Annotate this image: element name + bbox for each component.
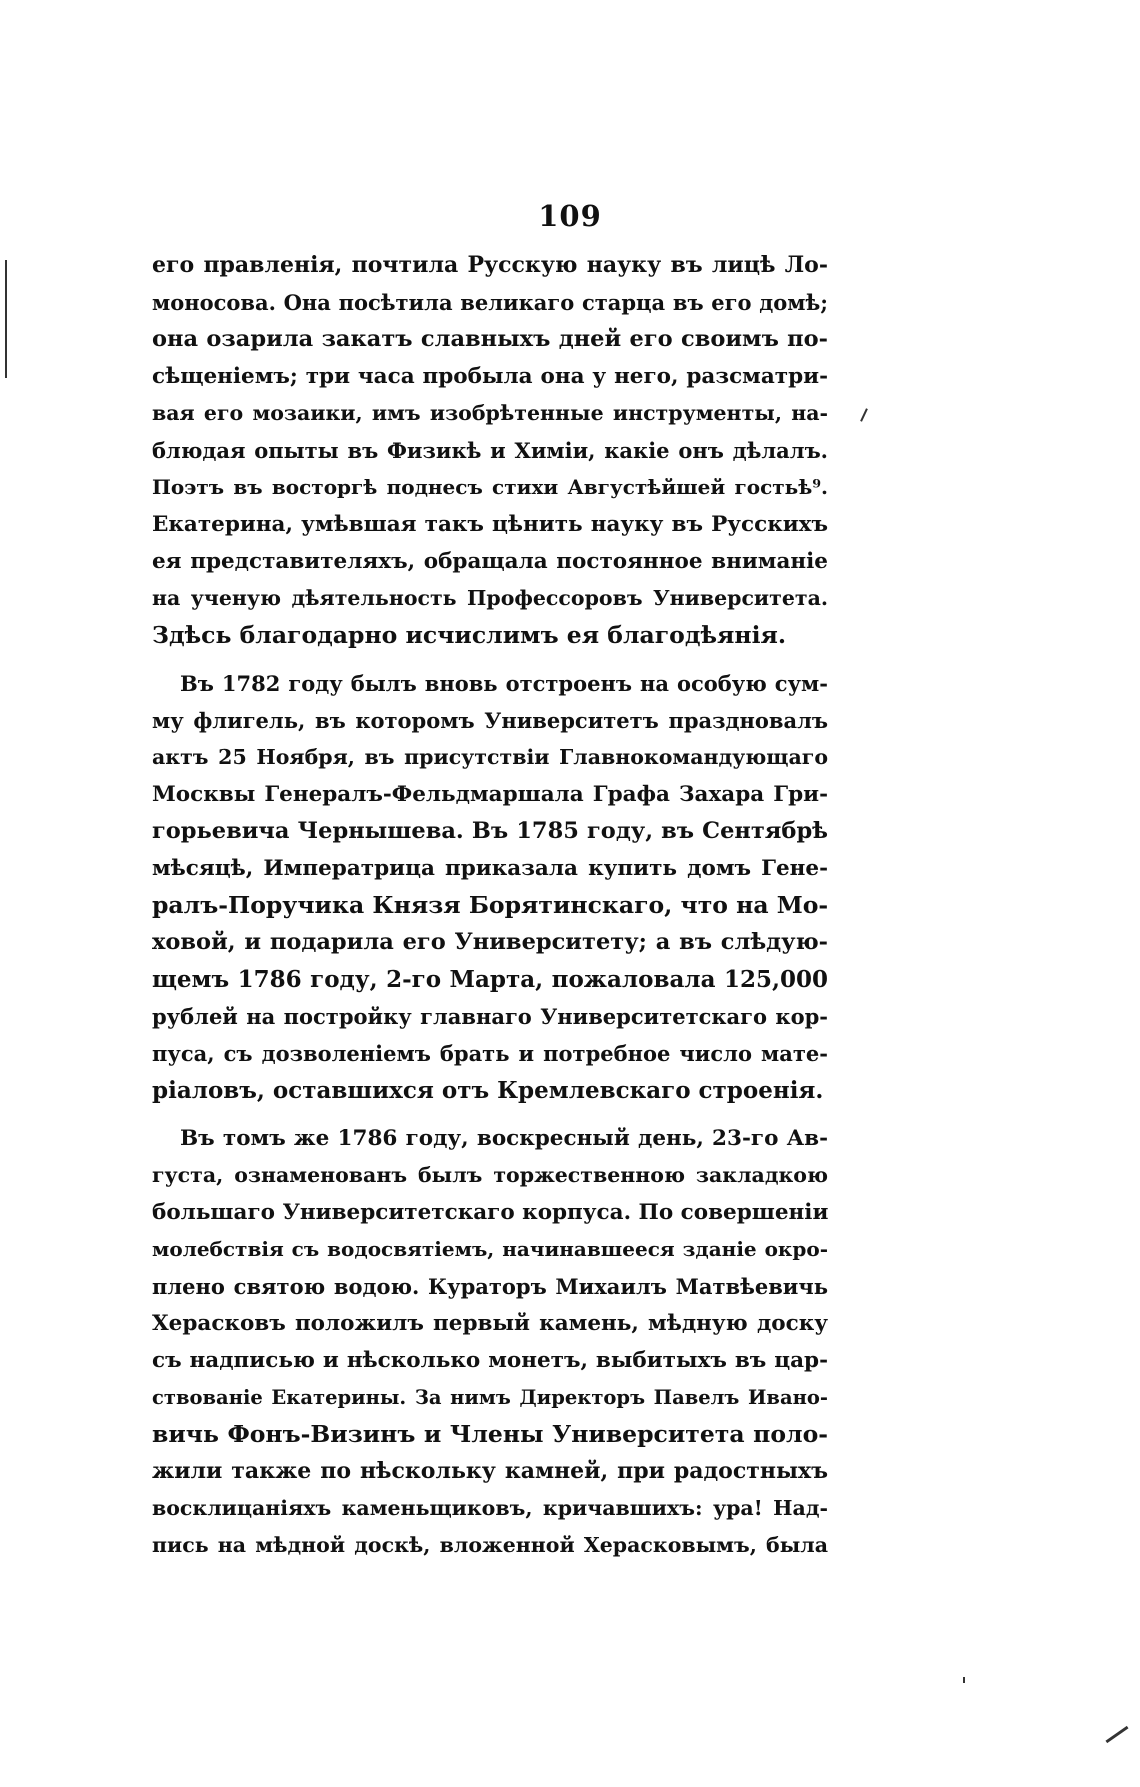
text-line: она озарила закатъ славныхъ дней его своимъ по- xyxy=(152,326,828,352)
text-line: жили также по нѣскольку камней, при радостныхъ xyxy=(152,1458,828,1484)
text-line: Москвы Генералъ-Фельдмаршала Графа Захара Гри- xyxy=(152,782,828,807)
scan-speck xyxy=(860,408,868,422)
page-number: 109 xyxy=(538,199,602,233)
paragraph-2 xyxy=(152,665,828,1109)
text-line: его правленія, почтила Русскую науку въ лицѣ Ло- xyxy=(152,252,828,278)
text-line: Здѣсь благодарно исчислимъ ея благодѣянія. xyxy=(152,621,787,649)
body-text xyxy=(152,247,828,1564)
text-line: восклицаніяхъ каменьщиковъ, кричавшихъ: ура! Над- xyxy=(152,1496,828,1520)
text-line: щемъ 1786 году, 2-го Марта, пожаловала 125,000 xyxy=(152,966,828,993)
text-line: Въ томъ же 1786 году, воскресный день, 23-го Ав- xyxy=(180,1126,828,1151)
paragraph-1 xyxy=(152,247,828,654)
text-line: моносова. Она посѣтила великаго старца въ его домѣ; xyxy=(152,290,828,315)
text-line: Екатерина, умѣвшая такъ цѣнить науку въ Русскихъ xyxy=(152,512,828,537)
text-line: рублей на постройку главнаго Университетскаго кор- xyxy=(152,1004,828,1029)
scan-speck xyxy=(963,1677,965,1683)
text-line: молебствія съ водосвятіемъ, начинавшееся зданіе окро- xyxy=(152,1237,828,1261)
text-line: большаго Университетскаго корпуса. По совершеніи xyxy=(152,1200,829,1225)
text-line: мѣсяцѣ, Императрица приказала купить домъ Гене- xyxy=(152,856,828,881)
scan-margin-mark xyxy=(5,260,7,378)
text-line: плено святою водою. Кураторъ Михаилъ Матвѣевичь xyxy=(152,1274,828,1299)
text-line: пуса, съ дозволеніемъ брать и потребное число мате- xyxy=(152,1041,828,1066)
text-line: блюдая опыты въ Физикѣ и Химіи, какіе онъ дѣлалъ. xyxy=(152,438,828,463)
text-line: ралъ-Поручика Князя Борятинскаго, что на Мо- xyxy=(152,891,829,919)
text-line: Херасковъ положилъ первый камень, мѣдную доску xyxy=(152,1311,828,1336)
scan-speck xyxy=(1105,1726,1128,1743)
text-line: густа, ознаменованъ былъ торжественною закладкою xyxy=(152,1163,828,1187)
text-line: вая его мозаики, имъ изобрѣтенные инструменты, на- xyxy=(152,401,828,425)
text-line: му флигель, въ которомъ Университетъ праздновалъ xyxy=(152,708,828,733)
text-line: сѣщеніемъ; три часа пробыла она у него, разсматри- xyxy=(152,364,828,389)
paragraph-3 xyxy=(152,1120,828,1564)
text-line: Въ 1782 году былъ вновь отстроенъ на особую сум- xyxy=(180,671,828,696)
text-line: Поэтъ въ восторгѣ поднесъ стихи Августѣйшей гостьѣ⁹. xyxy=(152,475,828,499)
text-line: ея представителяхъ, обращала постоянное вниманіе xyxy=(152,549,828,574)
text-line: ріаловъ, оставшихся отъ Кремлевскаго строенія. xyxy=(152,1077,824,1104)
text-line: ствованіе Екатерины. За нимъ Директоръ Павелъ Ивано- xyxy=(152,1386,828,1409)
text-line: ховой, и подарила его Университету; а въ слѣдую- xyxy=(152,929,828,955)
text-line: съ надписью и нѣсколько монетъ, выбитыхъ въ цар- xyxy=(152,1348,828,1373)
text-line: пись на мѣдной доскѣ, вложенной Херасковымъ, была xyxy=(152,1533,828,1557)
text-line: на ученую дѣятельность Профессоровъ Университета. xyxy=(152,586,828,610)
text-line: вичь Фонъ-Визинъ и Члены Университета поло- xyxy=(152,1420,828,1448)
text-line: актъ 25 Ноября, въ присутствіи Главнокомандующаго xyxy=(152,745,828,769)
text-line: горьевича Чернышева. Въ 1785 году, въ Сентябрѣ xyxy=(152,818,828,844)
